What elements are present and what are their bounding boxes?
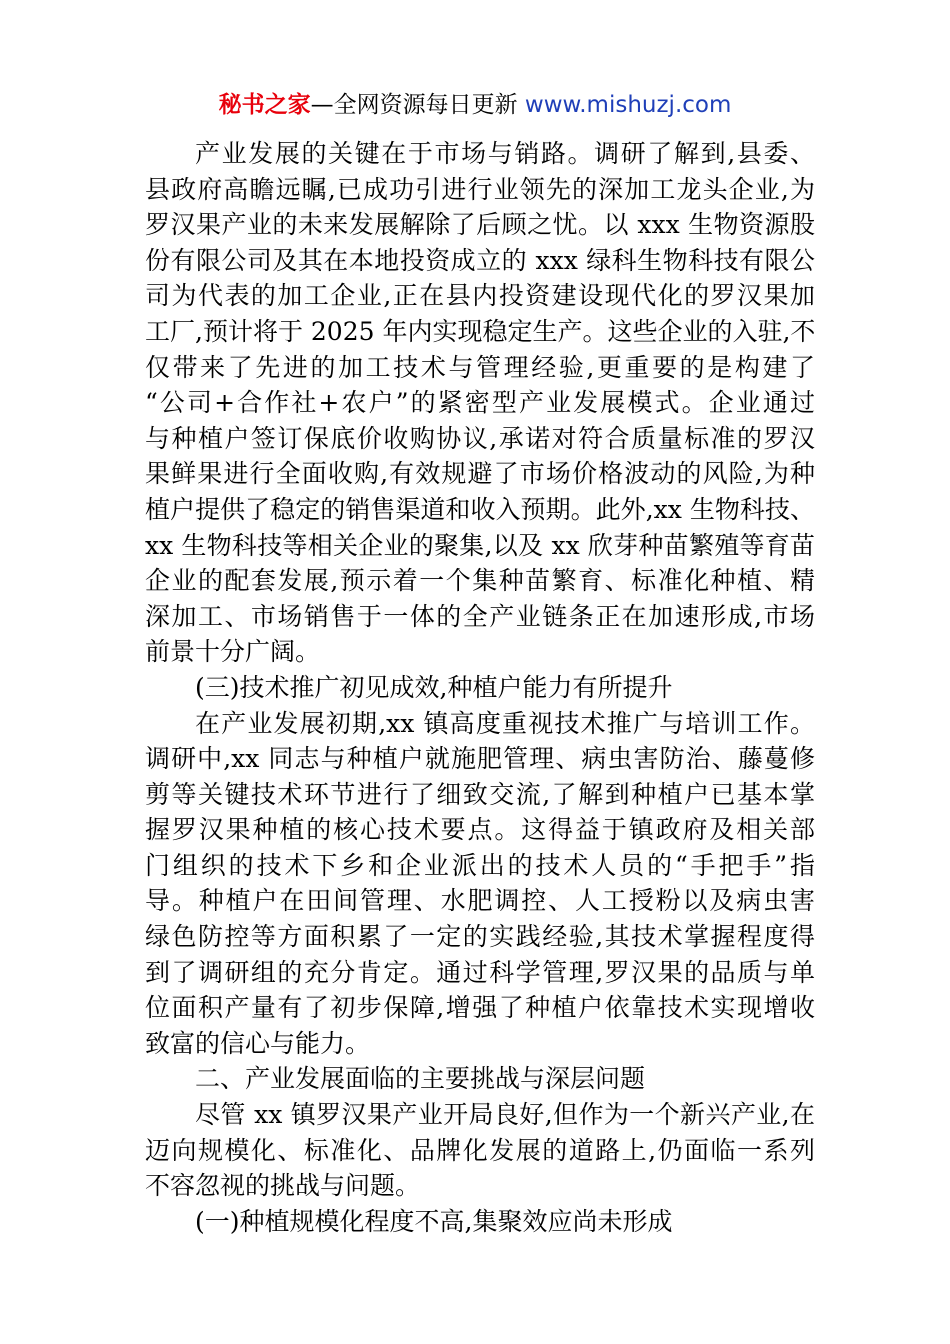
text-line: 调研中,xx 同志与种植户就施肥管理、病虫害防治、藤蔓修 <box>145 744 815 774</box>
text-line: 迈向规模化、标准化、品牌化发展的道路上,仍面临一系列 <box>145 1135 815 1165</box>
text-line: 到了调研组的充分肯定。通过科学管理,罗汉果的品质与单 <box>145 957 815 987</box>
text-line: 深加工、市场销售于一体的全产业链条正在加速形成,市场 <box>145 601 815 631</box>
text-line: 前景十分广阔。 <box>145 637 321 667</box>
text-line: 县政府高瞻远瞩,已成功引进行业领先的深加工龙头企业,为 <box>145 174 815 204</box>
text-line: “公司+合作社+农户”的紧密型产业发展模式。企业通过 <box>145 388 815 418</box>
site-url-link[interactable]: www.mishuzj.com <box>524 92 732 118</box>
header-tagline: —全网资源每日更新 <box>310 92 525 118</box>
text-line: 剪等关键技术环节进行了细致交流,了解到种植户已基本掌 <box>145 779 815 809</box>
text-line: 份有限公司及其在本地投资成立的 xxx 绿科生物科技有限公 <box>145 245 815 275</box>
text-line: 工厂,预计将于 2025 年内实现稳定生产。这些企业的入驻,不 <box>145 316 816 346</box>
text-line: 位面积产量有了初步保障,增强了种植户依靠技术实现增收 <box>145 993 815 1023</box>
text-line: 门组织的技术下乡和企业派出的技术人员的“手把手”指 <box>145 850 815 880</box>
text-line: 果鲜果进行全面收购,有效规避了市场价格波动的风险,为种 <box>145 459 815 489</box>
text-line: 握罗汉果种植的核心技术要点。这得益于镇政府及相关部 <box>145 815 815 845</box>
text-line: 与种植户签订保底价收购协议,承诺对符合质量标准的罗汉 <box>145 423 815 453</box>
document-body <box>145 136 815 1239</box>
text-line: 仅带来了先进的加工技术与管理经验,更重要的是构建了 <box>145 352 815 382</box>
brand-name: 秘书之家 <box>218 92 311 118</box>
text-line: 不容忽视的挑战与问题。 <box>145 1171 421 1201</box>
text-line: 植户提供了稳定的销售渠道和收入预期。此外,xx 生物科技、 <box>145 494 815 524</box>
site-header <box>0 88 950 122</box>
text-line: (一)种植规模化程度不高,集聚效应尚未形成 <box>195 1206 673 1236</box>
text-line: 二、产业发展面临的主要挑战与深层问题 <box>195 1064 646 1094</box>
text-line: 产业发展的关键在于市场与销路。调研了解到,县委、 <box>195 139 815 168</box>
text-line: 导。种植户在田间管理、水肥调控、人工授粉以及病虫害 <box>145 886 815 916</box>
text-line: 致富的信心与能力。 <box>145 1028 371 1058</box>
text-line: 司为代表的加工企业,正在县内投资建设现代化的罗汉果加 <box>145 281 815 311</box>
text-line: (三)技术推广初见成效,种植户能力有所提升 <box>195 672 673 702</box>
text-line: 企业的配套发展,预示着一个集种苗繁育、标准化种植、精 <box>145 566 815 596</box>
text-line: 在产业发展初期,xx 镇高度重视技术推广与培训工作。 <box>195 708 815 738</box>
text-line: 罗汉果产业的未来发展解除了后顾之忧。以 xxx 生物资源股 <box>145 210 815 240</box>
text-line: xx 生物科技等相关企业的聚集,以及 xx 欣芽种苗繁殖等育苗 <box>145 530 815 560</box>
text-line: 绿色防控等方面积累了一定的实践经验,其技术掌握程度得 <box>145 922 815 952</box>
text-line: 尽管 xx 镇罗汉果产业开局良好,但作为一个新兴产业,在 <box>195 1100 815 1130</box>
